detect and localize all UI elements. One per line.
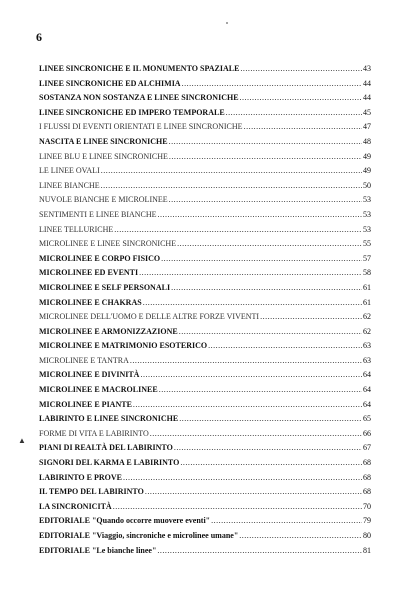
toc-entry-page: 68 <box>363 472 371 482</box>
toc-entry-title: MICROLINEE E PIANTE <box>39 399 132 409</box>
toc-entry-page: 61 <box>363 297 371 307</box>
toc-entry-page: 44 <box>363 78 371 88</box>
toc-leader-dots <box>130 354 362 369</box>
toc-entry-title: MICROLINEE E DIVINITÀ <box>39 370 140 380</box>
toc-entry <box>39 485 371 500</box>
toc-leader-dots <box>143 296 362 311</box>
toc-entry <box>39 383 371 398</box>
toc-leader-dots <box>260 310 362 325</box>
toc-entry-page: 63 <box>363 355 371 365</box>
toc-entry-page: 81 <box>363 545 371 555</box>
toc-entry-page: 64 <box>363 385 371 395</box>
toc-leader-dots <box>123 471 362 486</box>
toc-leader-dots <box>101 164 362 179</box>
toc-entry-title: MICROLINEE ED EVENTI <box>39 268 139 278</box>
toc-leader-dots <box>113 500 362 515</box>
toc-entry <box>39 514 371 529</box>
toc-leader-dots <box>211 514 362 529</box>
toc-entry <box>39 339 371 354</box>
toc-leader-dots <box>179 325 362 340</box>
toc-leader-dots <box>169 135 362 150</box>
toc-entry-title: PIANI DI REALTÀ DEL LABIRINTO <box>39 443 173 453</box>
toc-leader-dots <box>239 529 362 544</box>
toc-leader-dots <box>140 368 362 383</box>
toc-entry <box>39 91 371 106</box>
toc-entry-title: LABIRINTO E LINEE SINCRONICHE <box>39 414 179 424</box>
toc-entry-title: LE LINEE OVALI <box>39 166 100 176</box>
toc-entry-title: EDITORIALE "Quando occorre muovere eventi" <box>39 516 211 526</box>
toc-entry-title: MICROLINEE E TANTRA <box>39 355 129 365</box>
toc-leader-dots <box>240 62 362 77</box>
toc-entry-title: EDITORIALE "Le bianche linee" <box>39 545 157 555</box>
toc-entry <box>39 500 371 515</box>
toc-leader-dots <box>169 150 362 165</box>
toc-entry <box>39 412 371 427</box>
toc-entry-title: LINEE SINCRONICHE ED IMPERO TEMPORALE <box>39 107 225 117</box>
table-of-contents <box>39 62 371 558</box>
toc-entry-title: I FLUSSI DI EVENTI ORIENTATI E LINEE SINCRONICHE <box>39 122 243 132</box>
toc-entry-title: MICROLINEE E MACROLINEE <box>39 385 158 395</box>
toc-entry <box>39 441 371 456</box>
toc-entry-page: 68 <box>363 458 371 468</box>
toc-entry-page: 43 <box>363 64 371 73</box>
toc-leader-dots <box>177 237 362 252</box>
toc-entry <box>39 354 371 369</box>
toc-entry <box>39 237 371 252</box>
toc-entry <box>39 529 371 544</box>
toc-entry-page: 68 <box>363 487 371 497</box>
toc-leader-dots <box>150 427 362 442</box>
toc-entry-title: FORME DI VITA E LABIRINTO <box>39 428 149 438</box>
toc-entry <box>39 471 371 486</box>
toc-entry-page: 50 <box>363 180 371 190</box>
toc-entry-page: 49 <box>363 166 371 176</box>
toc-entry <box>39 325 371 340</box>
toc-leader-dots <box>158 208 362 223</box>
toc-entry-title: MICROLINEE E CORPO FISICO <box>39 253 161 263</box>
toc-entry-title: LINEE SINCRONICHE ED ALCHIMIA <box>39 78 181 88</box>
toc-entry-page: 57 <box>363 253 371 263</box>
toc-leader-dots <box>159 383 362 398</box>
toc-leader-dots <box>174 441 362 456</box>
toc-entry-title: LABIRINTO E PROVE <box>39 472 122 482</box>
margin-bullet-icon: ▲ <box>18 436 26 445</box>
toc-entry-page: 53 <box>363 195 371 205</box>
toc-leader-dots <box>171 281 362 296</box>
toc-entry-page: 79 <box>363 516 371 526</box>
toc-entry <box>39 179 371 194</box>
toc-entry <box>39 252 371 267</box>
toc-entry-page: 58 <box>363 268 371 278</box>
toc-leader-dots <box>133 398 362 413</box>
toc-leader-dots <box>179 412 362 427</box>
toc-entry <box>39 208 371 223</box>
toc-entry-title: SENTIMENTI E LINEE BIANCHE <box>39 209 157 219</box>
toc-entry-page: 67 <box>363 443 371 453</box>
toc-entry-page: 45 <box>363 107 371 117</box>
toc-entry <box>39 281 371 296</box>
toc-leader-dots <box>208 339 362 354</box>
toc-entry-title: LINEE SINCRONICHE E IL MONUMENTO SPAZIALE <box>39 64 240 73</box>
toc-entry <box>39 368 371 383</box>
toc-entry-title: NASCITA E LINEE SINCRONICHE <box>39 136 168 146</box>
toc-entry <box>39 266 371 281</box>
toc-entry-title: LINEE BLU E LINEE SINCRONICHE <box>39 151 168 161</box>
toc-entry-title: NUVOLE BIANCHE E MICROLINEE <box>39 195 168 205</box>
toc-leader-dots <box>169 193 362 208</box>
toc-leader-dots <box>145 485 362 500</box>
toc-entry-title: SOSTANZA NON SOSTANZA E LINEE SINCRONICHE <box>39 93 239 103</box>
toc-entry <box>39 164 371 179</box>
toc-leader-dots <box>182 77 362 92</box>
toc-entry <box>39 427 371 442</box>
toc-entry-page: 63 <box>363 341 371 351</box>
toc-entry <box>39 106 371 121</box>
toc-entry-page: 62 <box>363 312 371 322</box>
toc-entry <box>39 193 371 208</box>
toc-entry-page: 47 <box>363 122 371 132</box>
toc-entry-title: MICROLINEE E ARMONIZZAZIONE <box>39 326 178 336</box>
toc-entry <box>39 544 371 559</box>
toc-entry <box>39 77 371 92</box>
toc-leader-dots <box>161 252 362 267</box>
toc-entry-page: 49 <box>363 151 371 161</box>
toc-entry-page: 53 <box>363 224 371 234</box>
toc-leader-dots <box>180 456 362 471</box>
toc-entry-page: 66 <box>363 428 371 438</box>
toc-leader-dots <box>157 544 362 559</box>
toc-entry-page: 80 <box>363 531 371 540</box>
toc-entry <box>39 223 371 238</box>
toc-entry <box>39 150 371 165</box>
toc-entry <box>39 135 371 150</box>
toc-entry-title: LINEE TELLURICHE <box>39 224 114 234</box>
toc-leader-dots <box>101 179 362 194</box>
toc-entry <box>39 296 371 311</box>
toc-leader-dots <box>139 266 362 281</box>
toc-leader-dots <box>244 120 362 135</box>
toc-entry <box>39 62 371 77</box>
toc-entry-page: 44 <box>363 93 371 103</box>
scan-speck <box>226 22 228 24</box>
toc-entry-page: 62 <box>363 326 371 336</box>
toc-entry-page: 61 <box>363 282 371 292</box>
page-number: 6 <box>36 30 42 44</box>
toc-leader-dots <box>240 91 362 106</box>
toc-entry-title: IL TEMPO DEL LABIRINTO <box>39 487 144 497</box>
toc-entry-title: SIGNORI DEL KARMA E LABIRINTO <box>39 458 180 468</box>
toc-entry-title: MICROLINEE E LINEE SINCRONICHE <box>39 239 177 249</box>
toc-entry-page: 70 <box>363 501 371 511</box>
toc-entry-page: 64 <box>363 399 371 409</box>
toc-entry-title: EDITORIALE "Viaggio, sincroniche e microlinee umane" <box>39 531 239 540</box>
toc-entry-page: 55 <box>363 239 371 249</box>
toc-entry <box>39 456 371 471</box>
toc-leader-dots <box>114 223 362 238</box>
toc-entry-page: 53 <box>363 209 371 219</box>
toc-entry-page: 48 <box>363 136 371 146</box>
toc-leader-dots <box>226 106 362 121</box>
toc-entry <box>39 310 371 325</box>
toc-entry-page: 64 <box>363 370 371 380</box>
toc-entry-title: MICROLINEE E SELF PERSONALI <box>39 282 171 292</box>
toc-entry <box>39 120 371 135</box>
toc-entry <box>39 398 371 413</box>
toc-entry-title: MICROLINEE DELL'UOMO E DELLE ALTRE FORZE VIVENTI <box>39 312 260 322</box>
toc-entry-page: 65 <box>363 414 371 424</box>
toc-entry-title: LA SINCRONICITÀ <box>39 501 112 511</box>
toc-entry-title: MICROLINEE E MATRIMONIO ESOTERICO <box>39 341 208 351</box>
toc-entry-title: MICROLINEE E CHAKRAS <box>39 297 142 307</box>
toc-entry-title: LINEE BIANCHE <box>39 180 100 190</box>
